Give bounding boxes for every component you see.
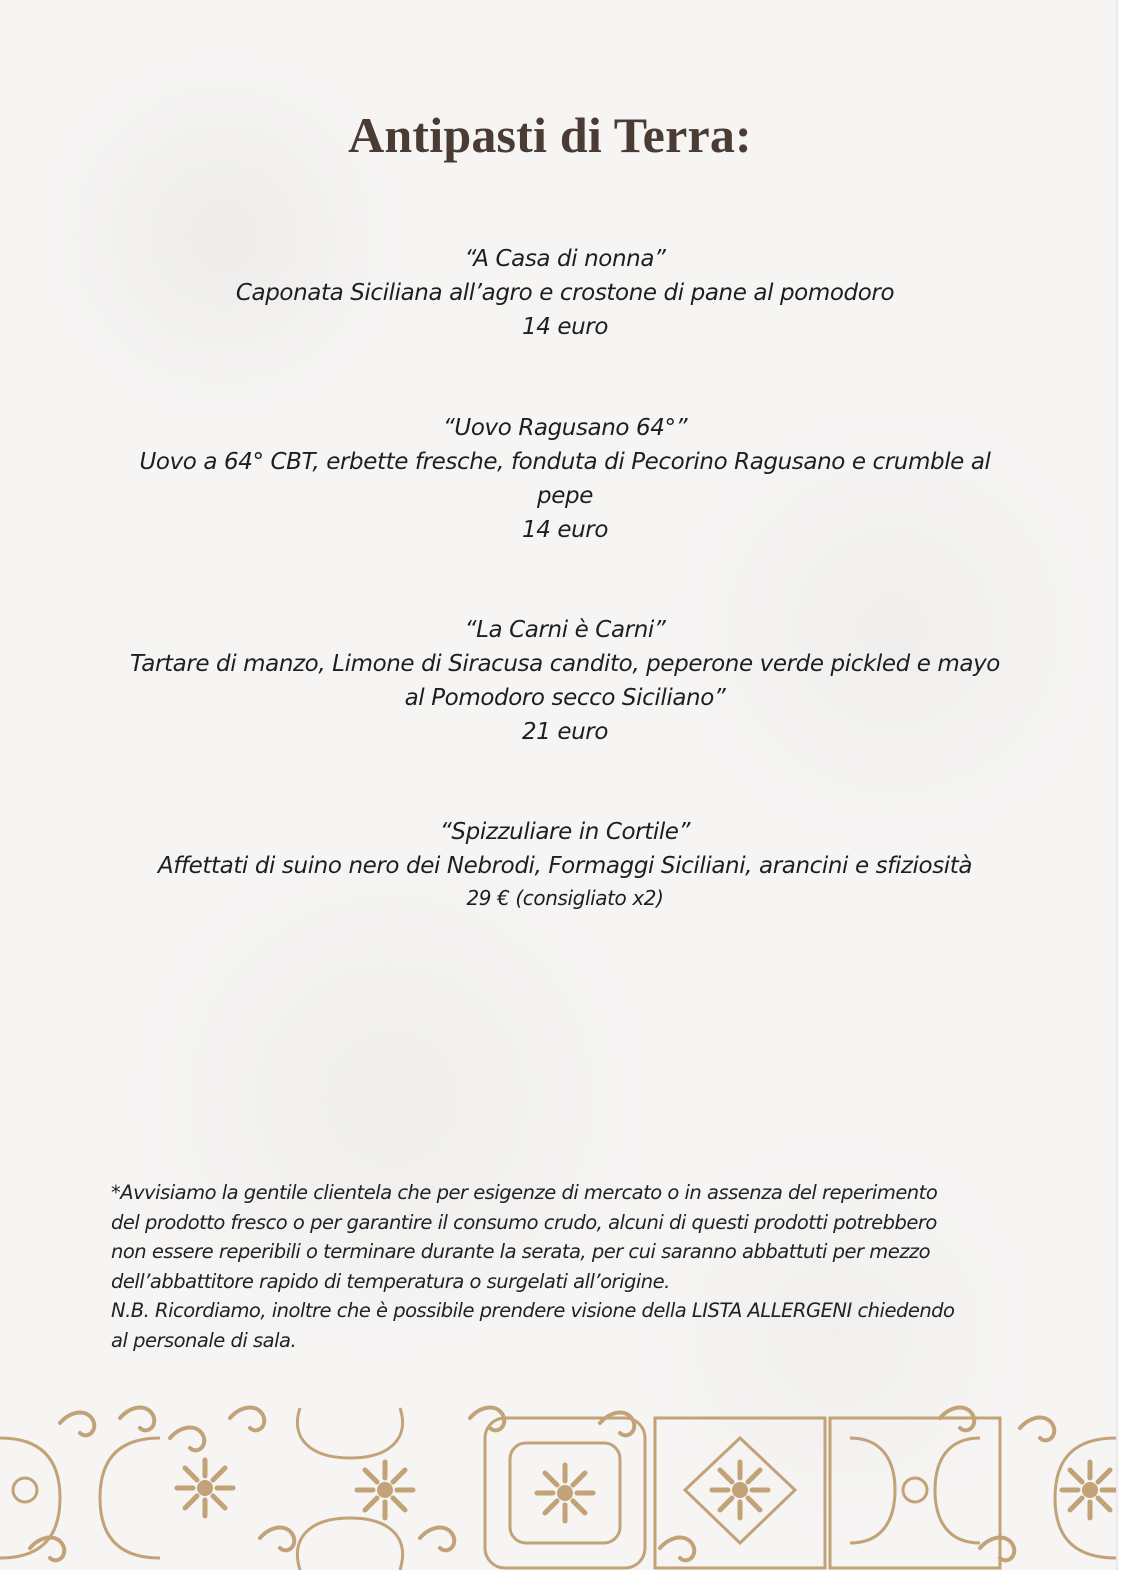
note-line: dell’abbattitore rapido di temperatura o surgelati all’origine. (111, 1269, 670, 1293)
dish-name: “La Carni è Carni” (464, 617, 666, 643)
dish-a-casa-di-nonna (60, 242, 1070, 344)
dish-name: “Uovo Ragusano 64°” (442, 415, 688, 441)
note-line: al personale di sala. (111, 1328, 297, 1352)
dish-spizzuliare-in-cortile (60, 815, 1070, 913)
dish-description: pepe (537, 483, 593, 509)
dish-uovo-ragusano (60, 411, 1070, 547)
dish-description: Uovo a 64° CBT, erbette fresche, fonduta di Pecorino Ragusano e crumble al (139, 449, 991, 475)
note-line: del prodotto fresco o per garantire il consumo crudo, alcuni di questi prodotti potrebbero (111, 1210, 937, 1234)
allergen-note (111, 1178, 1041, 1355)
dish-price: 21 euro (521, 719, 609, 745)
dish-name: “A Casa di nonna” (464, 246, 666, 272)
dish-description: Caponata Siciliana all’agro e crostone di pane al pomodoro (235, 280, 895, 306)
dish-price: 14 euro (521, 314, 609, 340)
note-line: *Avvisiamo la gentile clientela che per esigenze di mercato o in assenza del reperimento (111, 1181, 938, 1204)
dish-description: al Pomodoro secco Siciliano” (404, 685, 726, 711)
page-title: Antipasti di Terra: (348, 107, 752, 163)
page-edge (1116, 0, 1119, 1570)
dish-description: Tartare di manzo, Limone di Siracusa candito, peperone verde pickled e mayo (130, 651, 1000, 677)
dish-name: “Spizzuliare in Cortile” (439, 819, 691, 845)
dish-la-carni-e-carni (60, 613, 1070, 749)
note-line: non essere reperibili o terminare durante la serata, per cui saranno abbattuti per mezzo (111, 1240, 931, 1263)
dish-description: Affettati di suino nero dei Nebrodi, Formaggi Siciliani, arancini e sfiziosità (157, 853, 973, 879)
sicilian-tile-ornament-icon (0, 1398, 1116, 1570)
note-line: N.B. Ricordiamo, inoltre che è possibile prendere visione della LISTA ALLERGENI chiedendo (111, 1299, 955, 1322)
dish-price: 29 € (consigliato x2) (466, 886, 664, 910)
dish-price: 14 euro (521, 517, 609, 543)
